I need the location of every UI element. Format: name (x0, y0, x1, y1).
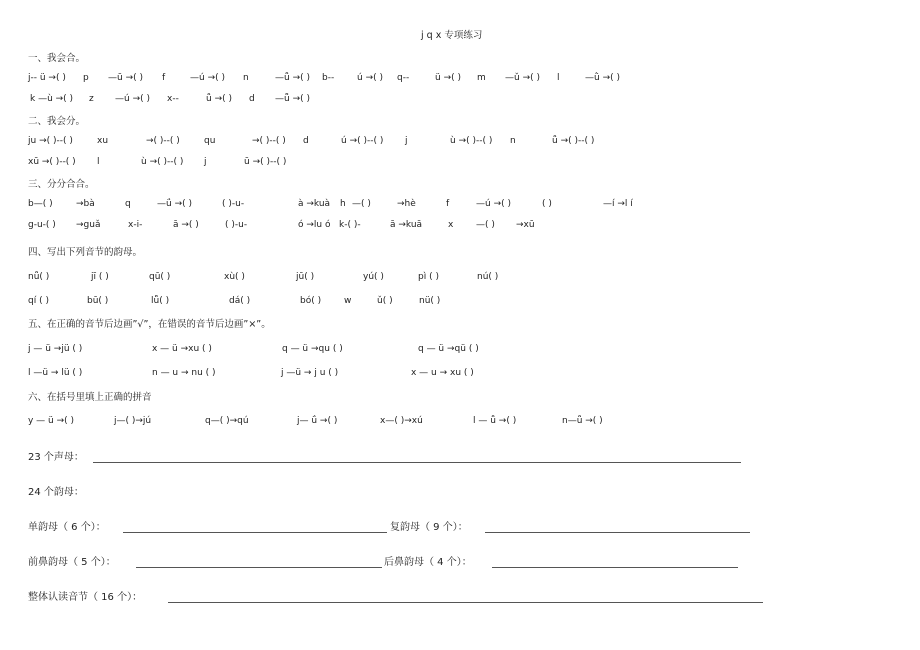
dan-yunmu-answer-line[interactable] (123, 532, 387, 533)
exercise-item: g-u-( ) (28, 220, 56, 230)
exercise-item: jī ( ) (91, 272, 109, 282)
exercise-item: q — ü →qu ( ) (282, 344, 343, 354)
exercise-item: ó →lu ó (298, 220, 331, 230)
exercise-item: →( )--( ) (252, 136, 286, 146)
exercise-item: —ǚ →( ) (275, 73, 310, 83)
exercise-item: d (249, 94, 255, 104)
exercise-item: pì ( ) (418, 272, 439, 282)
exercise-item: m (477, 73, 486, 83)
exercise-item: x — ü →xu ( ) (152, 344, 212, 354)
section-6-heading: 六、在括号里填上正确的拼音 (28, 392, 152, 403)
exercise-item: ú →( ) (357, 73, 383, 83)
exercise-item: nü( ) (419, 296, 441, 306)
exercise-item: —( ) (476, 220, 495, 230)
exercise-item: n — u → nu ( ) (152, 368, 216, 378)
exercise-item: x — u → xu ( ) (411, 368, 474, 378)
exercise-item: —ǖ →( ) (275, 94, 310, 104)
exercise-item: ǚ →( )--( ) (552, 136, 595, 146)
section-2-heading: 二、我会分。 (28, 116, 86, 127)
exercise-item: b-- (322, 73, 335, 83)
section-5-heading: 五、在正确的音节后边画”√”，在错误的音节后边画”×”。 (28, 319, 271, 330)
zhengti-rendu-answer-line[interactable] (168, 602, 763, 603)
exercise-item: ( )-u- (222, 199, 245, 209)
exercise-item: q-- (397, 73, 410, 83)
exercise-item: l (557, 73, 560, 83)
exercise-item: ā →kuā (390, 220, 423, 230)
exercise-item: k —ù →( ) (30, 94, 74, 104)
exercise-item: j—( )→jú (114, 416, 152, 426)
fu-yunmu-answer-line[interactable] (485, 532, 750, 533)
exercise-item: n—ǚ →( ) (562, 416, 603, 426)
exercise-item: qū( ) (149, 272, 171, 282)
exercise-item: ǚ →( ) (206, 94, 232, 104)
exercise-item: l — ǚ →( ) (473, 416, 517, 426)
exercise-item: —ǔ →( ) (505, 73, 540, 83)
exercise-item: jū( ) (296, 272, 315, 282)
exercise-item: f (162, 73, 166, 83)
exercise-item: j — ü →jü ( ) (28, 344, 83, 354)
exercise-item: dá( ) (229, 296, 251, 306)
hou-bi-yunmu-label: 后鼻韵母（ 4 个）： (384, 557, 472, 568)
page-title: j q x 专项练习 (421, 30, 483, 41)
exercise-item: —ú →( ) (190, 73, 225, 83)
dan-yunmu-label: 单韵母（ 6 个）： (28, 522, 106, 533)
exercise-item: →bà (76, 199, 95, 209)
exercise-item: l (97, 157, 100, 167)
exercise-item: x-- (167, 94, 179, 104)
exercise-item: —( ) (352, 199, 371, 209)
exercise-item: nú( ) (477, 272, 499, 282)
qian-bi-yunmu-label: 前鼻韵母（ 5 个）： (28, 557, 116, 568)
exercise-item: ( )-u- (225, 220, 248, 230)
exercise-item: y — ü →( ) (28, 416, 75, 426)
zhengti-rendu-label: 整体认读音节（ 16 个）： (28, 592, 143, 603)
exercise-item: ( ) (542, 199, 552, 209)
exercise-item: bó( ) (300, 296, 322, 306)
exercise-item: —ǜ →( ) (585, 73, 620, 83)
exercise-item: j (405, 136, 408, 146)
exercise-item: —ú →( ) (115, 94, 150, 104)
qian-bi-yunmu-answer-line[interactable] (136, 567, 382, 568)
exercise-item: ā →( ) (173, 220, 199, 230)
exercise-item: →hè (397, 199, 416, 209)
exercise-item: l —ü → lü ( ) (28, 368, 83, 378)
exercise-item: —ú →( ) (476, 199, 511, 209)
exercise-item: bū( ) (87, 296, 109, 306)
exercise-item: h (340, 199, 346, 209)
exercise-item: —í →l í (603, 199, 633, 209)
exercise-item: qu (204, 136, 216, 146)
exercise-item: →guǎ (76, 220, 101, 230)
exercise-item: ju →( )--( ) (28, 136, 73, 146)
hou-bi-yunmu-answer-line[interactable] (492, 567, 738, 568)
exercise-item: yú( ) (363, 272, 384, 282)
exercise-item: j-- ü →( ) (28, 73, 66, 83)
exercise-item: ǔ( ) (377, 296, 393, 306)
exercise-item: x-i- (128, 220, 143, 230)
exercise-item: q (125, 199, 131, 209)
section-3-heading: 三、分分合合。 (28, 179, 95, 190)
exercise-item: p (83, 73, 89, 83)
exercise-item: nǚ( ) (28, 272, 50, 282)
exercise-item: n (510, 136, 516, 146)
fu-yunmu-label: 复韵母（ 9 个）： (390, 522, 468, 533)
exercise-item: x (448, 220, 454, 230)
exercise-item: q—( )→qú (205, 416, 249, 426)
section-4-heading: 四、写出下列音节的韵母。 (28, 247, 143, 258)
exercise-item: j— ǘ →( ) (297, 416, 338, 426)
exercise-item: ū →( )--( ) (244, 157, 287, 167)
exercise-item: w (344, 296, 352, 306)
exercise-item: f (446, 199, 450, 209)
section-1-heading: 一、我会合。 (28, 53, 86, 64)
exercise-item: ù →( )--( ) (450, 136, 493, 146)
exercise-item: —ǘ →( ) (157, 199, 192, 209)
exercise-item: x—( )→xú (380, 416, 423, 426)
shengmu-label: 23 个声母： (28, 452, 84, 463)
exercise-item: ü →( ) (435, 73, 461, 83)
exercise-item: —ū →( ) (108, 73, 143, 83)
exercise-item: z (89, 94, 94, 104)
exercise-item: n (243, 73, 249, 83)
exercise-item: ù →( )--( ) (141, 157, 184, 167)
exercise-item: ú →( )--( ) (341, 136, 384, 146)
exercise-item: d (303, 136, 309, 146)
exercise-item: j (204, 157, 207, 167)
yunmu-label: 24 个韵母： (28, 487, 84, 498)
exercise-item: xū →( )--( ) (28, 157, 76, 167)
exercise-item: k-( )- (339, 220, 361, 230)
exercise-item: xu (97, 136, 109, 146)
exercise-item: xù( ) (224, 272, 245, 282)
exercise-item: q — ü →qü ( ) (418, 344, 479, 354)
exercise-item: b—( ) (28, 199, 53, 209)
exercise-item: à →kuà (298, 199, 331, 209)
exercise-item: lǖ( ) (151, 296, 170, 306)
exercise-item: →xū (516, 220, 535, 230)
exercise-item: qí ( ) (28, 296, 49, 306)
shengmu-answer-line[interactable] (93, 462, 741, 463)
exercise-item: j —ü → j u ( ) (281, 368, 339, 378)
exercise-item: →( )--( ) (146, 136, 180, 146)
